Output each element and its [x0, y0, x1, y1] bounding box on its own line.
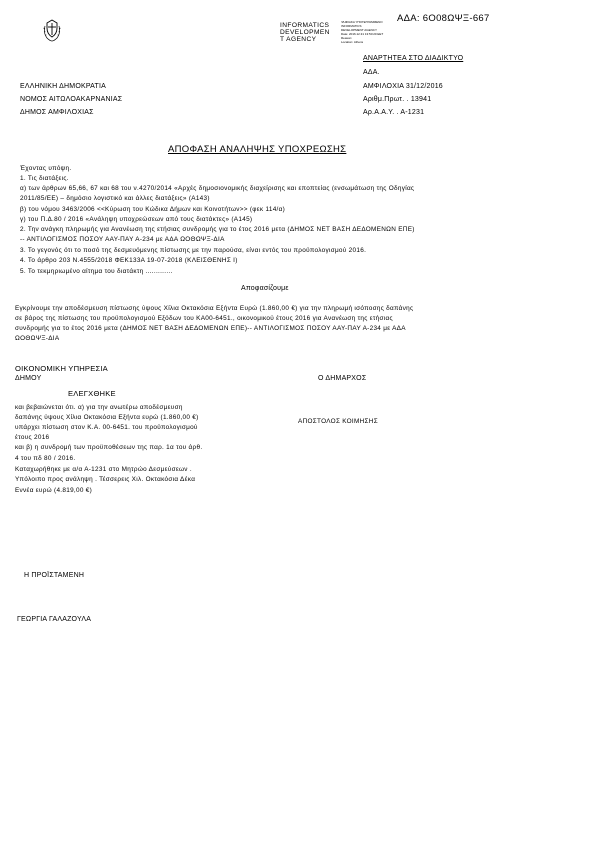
ada-code: ΑΔΑ: 6Ο08ΩΨΞ-667 — [397, 13, 490, 24]
place-date: ΑΜΦΙΛΟΧΙΑ 31/12/2016 — [363, 83, 443, 90]
body-line: β) του νόμου 3463/2006 <<Κύρωση του Κώδικα Δήμων και Κοινοτήτων>> (φεκ 114/α) — [20, 206, 286, 213]
it-agency-line: DEVELOPMEN — [280, 29, 330, 36]
body-line: 1. Τις διατάξεις. — [20, 175, 69, 182]
head-title: Η ΠΡΟΪΣΤΑΜΕΝΗ — [24, 572, 85, 579]
digital-signature-text — [341, 21, 401, 55]
it-agency-line: INFORMATICS — [280, 22, 330, 29]
finance-line: και βεβαιώνεται ότι. α) για την ανωτέρω αποδέσμευση — [15, 404, 183, 411]
finance-municipality-label: ΔΗΜΟΥ — [15, 375, 42, 382]
ada-field: ΑΔΑ. — [363, 69, 380, 76]
finance-line: Καταχωρήθηκε με α/α Α-1231 στο Μητρώο Δεσμεύσεων . — [15, 466, 192, 473]
signature-line: Date: 2016.12.31 13:50:20 EET — [341, 32, 384, 36]
finance-line: υπάρχει πίστωση στον Κ.Α. 00-6451. του προϋπολογισμού — [15, 424, 198, 431]
finance-line: και β) η συνδρομή των προϋποθέσεων της παρ. 1α του άρθ. — [15, 444, 203, 451]
prefecture-label: ΝΟΜΟΣ ΑΙΤΩΛΟΑΚΑΡΝΑΝΙΑΣ — [20, 96, 123, 103]
it-agency-line: T AGENCY — [280, 36, 317, 43]
municipality-label: ΔΗΜΟΣ ΑΜΦΙΛΟΧΙΑΣ — [20, 109, 94, 116]
signature-line: DEVELOPMENT AGENCY — [341, 28, 377, 32]
finance-line: 4 του πδ 80 / 2016. — [15, 455, 76, 462]
finance-service-label: ΟΙΚΟΝΟΜΙΚΗ ΥΠΗΡΕΣΙΑ — [15, 364, 108, 373]
approval-line: σε βάρος της πίστωσης του προϋπολογισμού Εξόδων του ΚΑ00-6451., οικονομικού έτους 2016 για Ανανέωση της ετήσιας — [15, 315, 393, 322]
approval-line: Εγκρίνουμε την αποδέσμευση πίστωσης ύψους Χίλια Οκτακόσια Εξήντα Ευρώ (1.860,00 €) για την πληρωμή ισόποσης δαπάνης — [15, 305, 414, 312]
finance-line: Υπόλοιπο προς ανάληψη . Τέσσερεις Χιλ. Οκτακόσια Δέκα — [15, 476, 196, 483]
body-line: γ) του Π.Δ.80 / 2016 «Ανάληψη υποχρεώσεων από τους διατάκτες» (Α145) — [20, 216, 253, 223]
signature-line: INFORMATICS — [341, 24, 362, 28]
body-line: 4. Το άρθρο 203 Ν.4555/2018 ΦΕΚ133Α 19-07-2018 (ΚΛΕΙΣΘΕΝΗΣ Ι) — [20, 257, 238, 264]
republic-label: ΕΛΛΗΝΙΚΗ ΔΗΜΟΚΡΑΤΙΑ — [20, 83, 107, 90]
checked-label: ΕΛΕΓΧΘΗΚΕ — [68, 389, 116, 398]
signature-line: Reason: — [341, 36, 353, 40]
finance-line: έτους 2016 — [15, 434, 50, 441]
decision-heading: Αποφασίζουμε — [241, 285, 289, 292]
body-line: 5. Το τεκμηριωμένο αίτημα του διατάκτη ............. — [20, 268, 173, 275]
body-line: 2. Την ανάγκη πληρωμής για Ανανέωση της ετήσιας συνδρομής για το έτος 2016 μετα (ΔΗΜΟΣ ΝΕΤ ΒΑΣΗ ΔΕΔΟΜΕΝΩΝ ΕΠΕ) — [20, 226, 415, 233]
finance-line: δαπάνης ύψους Χίλια Οκτακόσια Εξήντα ευρώ (1.860,00 €) — [15, 414, 199, 421]
approval-line: ΩΟΘΩΨΞ-ΔΙΑ — [15, 335, 60, 342]
signature-line: ΨΗΦΙΑΚΑ ΥΠΟΓΕΓΡΑΜΜΕΝΟ — [341, 20, 383, 24]
body-line: 3. Το γεγονός ότι το ποσό της δεσμευόμενης πίστωσης με την παρούσα, είναι εντός του προϋπολογισμού 2016. — [20, 247, 367, 254]
document-title: ΑΠΟΦΑΣΗ ΑΝΑΛΗΨΗΣ ΥΠΟΧΡΕΩΣΗΣ — [168, 144, 347, 155]
aay-number: Αρ.Α.Α.Υ. . Α-1231 — [363, 109, 425, 116]
mayor-title: Ο ΔΗΜΑΡΧΟΣ — [318, 375, 367, 382]
mayor-name: ΑΠΟΣΤΟΛΟΣ ΚΟΙΜΗΣΗΣ — [298, 418, 378, 425]
signature-line: Location: Athens — [341, 40, 364, 44]
posting-notice: ΑΝΑΡΤΗΤΕΑ ΣΤΟ ΔΙΑΔΙΚΤΥΟ — [363, 55, 464, 62]
body-line: α) των άρθρων 65,66, 67 και 68 του ν.4270/2014 «Αρχές δημοσιονομικής διαχείρισης και εποπτείας (ενσωμάτωση της Οδηγίας — [20, 185, 415, 192]
head-name: ΓΕΩΡΓΙΑ ΓΑΛΑΖΟΥΛΑ — [17, 616, 92, 623]
finance-line: Εννέα ευρώ (4.819,00 €) — [15, 487, 93, 494]
body-line: 2011/85/ΕΕ) – δημόσιο λογιστικό και άλλες διατάξεις» (Α143) — [20, 195, 210, 202]
protocol-number: Αριθμ.Πρωτ. . 13941 — [363, 96, 432, 103]
body-line: Έχοντας υπόψη. — [20, 165, 72, 172]
it-agency-label — [280, 22, 330, 43]
body-line: -- ΑΝΤΙΛΟΓΙΣΜΟΣ ΠΟΣΟΥ ΑΑΥ-ΠΑΥ Α-234 με ΑΔΑ ΩΟΘΩΨΞ-ΔΙΑ — [20, 236, 225, 243]
coat-of-arms-icon — [42, 18, 62, 44]
approval-line: συνδρομής για το έτος 2016 μετα (ΔΗΜΟΣ ΝΕΤ ΒΑΣΗ ΔΕΔΟΜΕΝΩΝ ΕΠΕ)-- ΑΝΤΙΛΟΓΙΣΜΟΣ ΠΟΣΟΥ ΑΑΥ-ΠΑΥ Α-234 με ΑΔΑ — [15, 325, 406, 332]
